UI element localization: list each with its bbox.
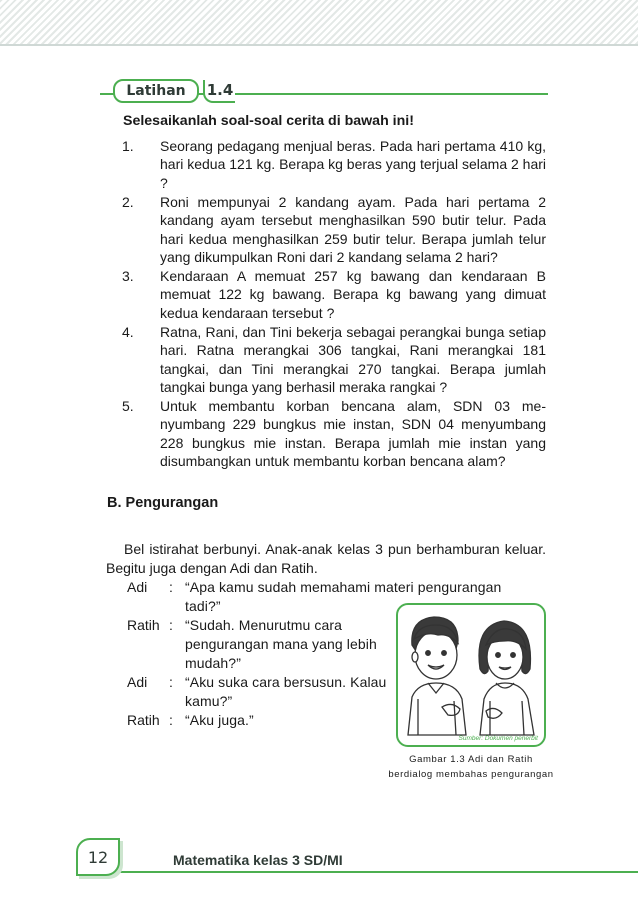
dialog-text: “Apa kamu sudah memahami materi pengurangan tadi?” xyxy=(185,579,502,614)
problem-item xyxy=(116,267,546,322)
problem-text: Ratna, Rani, dan Tini bekerja sebagai perangkai bunga setiap hari. Ratna merangkai 306 tangkai, Rani merangkai 181 tangkai, dan Tini merangkai 270 tangkai. Berapa jumlah tangkai bunga yang berhasil meraka rangkai ? xyxy=(160,323,546,396)
intro-paragraph: Bel istirahat berbunyi. Anak-anak kelas 3 pun berhamburan keluar. Begitu juga dengan Adi dan Ratih. xyxy=(106,541,546,576)
dialog-speaker: Ratih xyxy=(127,617,160,633)
problem-number: 5. xyxy=(122,398,134,415)
footer-rule xyxy=(118,871,638,873)
dialog-text: “Aku juga.” xyxy=(185,712,254,728)
latihan-number: 1.4 xyxy=(203,80,235,103)
problem-item xyxy=(116,323,546,397)
dialog-colon: : xyxy=(169,579,173,595)
problem-number: 4. xyxy=(122,323,134,340)
ratih-character xyxy=(479,621,534,735)
problem-text: Untuk membantu korban bencana alam, SDN 03 menyumbang 229 bungkus mie instan, SDN 04 menyumbang 228 bungkus mie instan. Berapa jumlah mie instan yang disumbangkan untuk membantu korban bencana alam? xyxy=(160,398,546,470)
problem-text: Roni mempunyai 2 kandang ayam. Pada hari pertama 2 kandang ayam tersebut menghasilkan 590 butir telur. Pada hari kedua menghasilkan 259 butir telur. Berapa jumlah telur yang dikumpulkan Roni dari 2 kandang selama 2 hari? xyxy=(160,193,546,266)
problem-number: 3. xyxy=(122,268,134,285)
problem-list xyxy=(116,137,546,471)
dialog-text: “Sudah. Menurutmu cara pengurangan mana yang lebih mudah?” xyxy=(185,617,377,671)
exercise-instruction: Selesaikanlah soal-soal cerita di bawah ini! xyxy=(123,113,414,129)
problem-text: Seorang pedagang menjual beras. Pada hari pertama 410 kg, hari kedua 121 kg. Berapa kg beras yang terjual selama 2 hari ? xyxy=(160,138,547,191)
dialog-colon: : xyxy=(169,712,173,728)
dialog-speaker: Adi xyxy=(127,579,148,595)
book-title: Matematika kelas 3 SD/MI xyxy=(173,852,343,868)
caption-line: Gambar 1.3 Adi dan Ratih xyxy=(409,754,533,765)
dialog-colon: : xyxy=(169,674,173,690)
problem-item xyxy=(116,193,546,267)
dialog-colon: : xyxy=(169,617,173,633)
dialog-speaker: Adi xyxy=(127,674,148,690)
problem-item xyxy=(116,397,546,471)
figure-caption xyxy=(386,752,556,782)
problem-number: 1. xyxy=(122,138,134,154)
top-decorative-stripe xyxy=(0,0,638,46)
figure-source: Sumber: Dokumen penerbit xyxy=(458,735,538,742)
dialog-text: “Aku suka cara bersusun. Kalau kamu?” xyxy=(185,674,387,709)
caption-line: berdialog membahas pengurangan xyxy=(388,769,554,780)
section-title: B. Pengurangan xyxy=(107,495,219,511)
adi-character xyxy=(408,617,466,735)
dialog-speaker: Ratih xyxy=(127,712,160,728)
problem-number: 2. xyxy=(122,193,134,210)
illustration-figure xyxy=(396,603,546,747)
adi-ratih-illustration xyxy=(398,605,544,745)
problem-text: Kendaraan A memuat 257 kg bawang dan kendaraan B memuat 122 kg bawang. Berapa kg bawang yang dimuat kedua kendaraan tersebut ? xyxy=(160,268,546,321)
page-number: 12 xyxy=(76,838,120,876)
problem-item xyxy=(116,137,546,192)
latihan-label: Latihan xyxy=(113,79,199,103)
